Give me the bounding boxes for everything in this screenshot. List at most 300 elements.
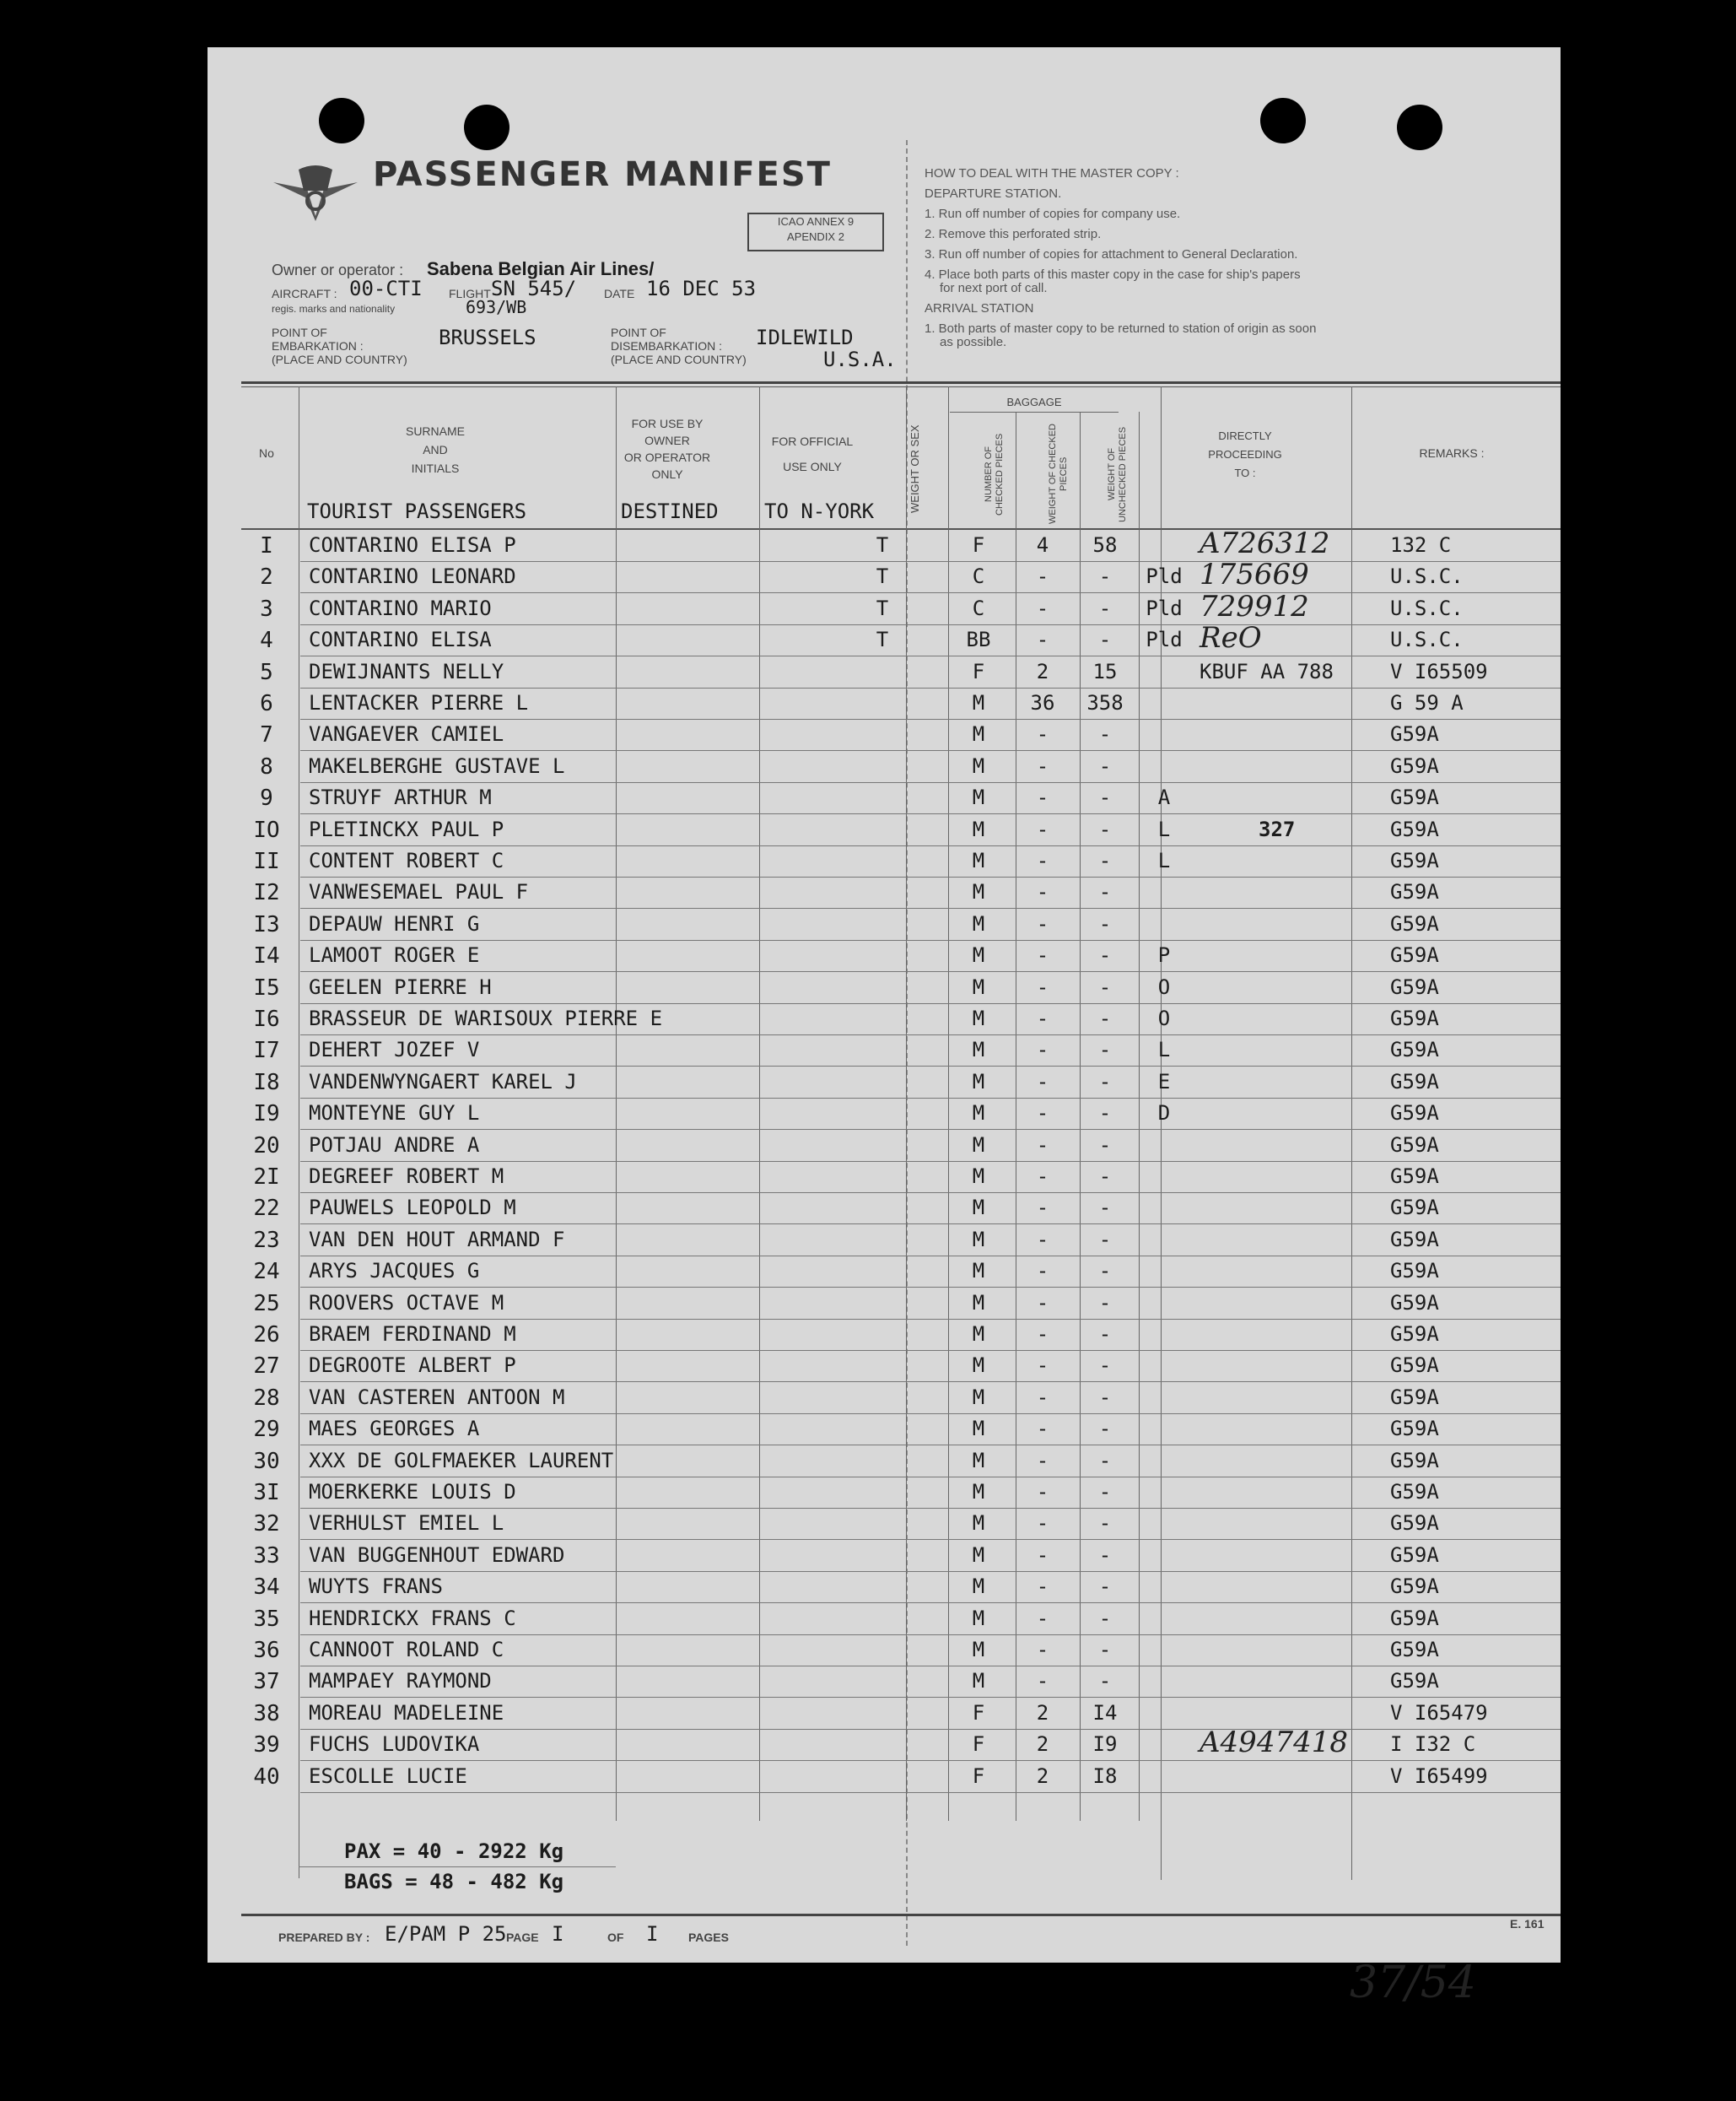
cell-proceeding: 327: [1259, 817, 1296, 841]
cell-name: FUCHS LUDOVIKA: [309, 1732, 480, 1757]
cell-pieces: -: [1036, 975, 1049, 999]
instructions-step: for next port of call.: [940, 281, 1048, 295]
cell-remarks: G59A: [1390, 1038, 1439, 1062]
of-label: OF: [607, 1931, 624, 1944]
date-value: 16 DEC 53: [646, 277, 757, 300]
cell-remarks: G59A: [1390, 1417, 1439, 1441]
cell-sex: M: [972, 1480, 985, 1504]
cell-weight: -: [1098, 1417, 1112, 1441]
cell-remarks: G59A: [1390, 753, 1439, 778]
col-owner-line: OR OPERATOR: [623, 451, 711, 464]
cell-sex: M: [972, 975, 985, 999]
cell-name: DEWIJNANTS NELLY: [309, 659, 504, 683]
col-num-checked: NUMBER OF CHECKED PIECES: [984, 433, 1005, 516]
cell-pieces: 2: [1036, 659, 1049, 683]
instructions-departure: DEPARTURE STATION.: [925, 186, 1062, 201]
cell-sex: M: [972, 786, 985, 810]
instructions-title: HOW TO DEAL WITH THE MASTER COPY :: [925, 166, 1179, 181]
cell-name: CONTARINO ELISA P: [309, 533, 516, 557]
col-weight-unchecked: WEIGHT OF UNCHECKED PIECES: [1107, 426, 1128, 522]
cell-pieces: 2: [1036, 1700, 1049, 1725]
cell-sex: M: [972, 880, 985, 905]
cell-official: T: [876, 533, 889, 557]
table-row: [260, 688, 1561, 720]
registration-note: regis. marks and nationality: [272, 303, 396, 315]
section-heading-2: DESTINED: [621, 500, 719, 523]
cell-remarks: U.S.C.: [1390, 596, 1464, 620]
cell-pieces: -: [1036, 1038, 1049, 1062]
cell-no: I3: [253, 911, 280, 937]
cell-weight: -: [1098, 1322, 1112, 1346]
cell-sex: M: [972, 1353, 985, 1378]
cell-proceeding: A726312: [1200, 527, 1330, 560]
cell-remarks: G59A: [1390, 911, 1439, 936]
col-official-use: [764, 429, 860, 479]
cell-remarks: G59A: [1390, 1164, 1439, 1188]
cell-sex: F: [972, 659, 985, 683]
col-owner-line: ONLY: [651, 467, 683, 481]
table-row: [253, 1445, 1561, 1477]
col-proceeding-line: DIRECTLY: [1218, 429, 1272, 442]
cell-sex: M: [972, 1638, 985, 1661]
cell-pieces: -: [1036, 596, 1049, 620]
cell-no: 7: [260, 722, 273, 748]
cell-no: 6: [260, 691, 273, 716]
col-baggage: BAGGAGE: [1006, 396, 1062, 408]
table-row: [253, 1382, 1561, 1414]
cell-name: XXX DE GOLFMAEKER LAURENT: [309, 1448, 614, 1472]
cell-name: GEELEN PIERRE H: [309, 975, 492, 999]
cell-pieces: -: [1036, 1606, 1049, 1630]
col-surname: [300, 422, 570, 478]
table-row: [260, 719, 1561, 751]
cell-weight: -: [1098, 1669, 1112, 1693]
cell-remarks: G59A: [1390, 1480, 1439, 1504]
cell-no: 2I: [253, 1164, 280, 1190]
cell-name: LAMOOT ROGER E: [309, 943, 480, 968]
cell-remarks: G59A: [1390, 1385, 1439, 1409]
cell-no: 23: [253, 1227, 280, 1253]
cell-pieces: 4: [1036, 533, 1049, 557]
cell-sex: C: [972, 596, 985, 620]
cell-weight: -: [1098, 1385, 1112, 1409]
table-row: [253, 972, 1561, 1004]
table-row: [253, 1726, 1561, 1761]
cell-remarks: G59A: [1390, 1353, 1439, 1378]
cell-remarks: G59A: [1390, 943, 1439, 968]
cell-pieces: -: [1036, 1448, 1049, 1472]
cell-weight: -: [1098, 911, 1112, 936]
table-top-rule: [241, 381, 1561, 384]
cell-name: MOREAU MADELEINE: [309, 1700, 504, 1725]
cell-pieces: -: [1036, 1385, 1049, 1409]
cell-no: 29: [253, 1417, 280, 1443]
cell-remarks: G59A: [1390, 1638, 1439, 1661]
cell-weight: -: [1098, 1259, 1112, 1283]
cell-official: T: [876, 596, 889, 620]
col-official-line: FOR OFFICIAL: [771, 435, 854, 448]
cell-sex: M: [972, 1290, 985, 1315]
cell-remarks: I I32 C: [1390, 1732, 1476, 1757]
cell-no: 25: [253, 1290, 280, 1316]
cell-pieces: -: [1036, 817, 1049, 841]
cell-pieces: -: [1036, 1480, 1049, 1504]
cell-no: 24: [253, 1259, 280, 1285]
cell-remarks: G59A: [1390, 1322, 1439, 1346]
cell-sex: M: [972, 1007, 985, 1030]
cell-no: 33: [253, 1542, 280, 1569]
cell-weight: -: [1098, 849, 1112, 872]
table-row: [253, 845, 1561, 878]
table-row: [253, 1508, 1561, 1540]
table-row: [253, 1224, 1561, 1256]
cell-sex: M: [972, 1164, 985, 1188]
cell-pieces: -: [1036, 1322, 1049, 1346]
table-row: [253, 877, 1561, 909]
instructions-step: 1. Both parts of master copy to be returned to station of origin as soon: [925, 321, 1317, 336]
cell-official: T: [876, 564, 889, 589]
cell-pieces: -: [1036, 564, 1049, 589]
cell-sex: C: [972, 564, 985, 589]
cell-pieces: -: [1036, 1353, 1049, 1378]
cell-pieces: -: [1036, 753, 1049, 778]
col-proceeding-line: PROCEEDING: [1208, 448, 1282, 461]
cell-remarks: G59A: [1390, 1101, 1439, 1126]
cell-name: MAES GEORGES A: [309, 1417, 480, 1441]
cell-remarks: G59A: [1390, 1227, 1439, 1251]
table-top-rule: [241, 386, 1561, 387]
instructions-step: 4. Place both parts of this master copy in the case for ship's papers: [925, 267, 1301, 282]
cell-no: 26: [253, 1322, 280, 1348]
table-row: [253, 1319, 1561, 1351]
cell-remarks: G 59 A: [1390, 691, 1464, 715]
cell-name: PLETINCKX PAUL P: [309, 817, 504, 841]
cell-unchecked: E: [1157, 1069, 1171, 1094]
cell-weight: 358: [1086, 691, 1124, 715]
cell-weight: I8: [1092, 1763, 1118, 1788]
cell-weight: -: [1098, 1542, 1112, 1567]
table-row: [260, 527, 1561, 562]
cell-no: 4: [260, 628, 273, 654]
cell-sex: M: [972, 1542, 985, 1567]
page-value: I: [552, 1922, 564, 1946]
cell-no: I: [260, 533, 273, 559]
cell-sex: M: [972, 1669, 985, 1693]
cell-remarks: G59A: [1390, 1574, 1439, 1599]
cell-name: MOERKERKE LOUIS D: [309, 1480, 516, 1504]
cell-name: MAMPAEY RAYMOND: [309, 1669, 492, 1693]
cell-sex: M: [972, 722, 985, 747]
punch-hole: [1260, 98, 1306, 143]
table-row: [253, 1034, 1561, 1067]
baggage-group-rule: [950, 412, 1119, 413]
cell-proceeding: KBUF AA 788: [1200, 659, 1334, 683]
embark-label-line: POINT OF: [272, 326, 327, 339]
col-owner-use: [619, 415, 715, 483]
table-bottom-rule: [241, 1914, 1561, 1916]
cell-unchecked: L: [1157, 817, 1171, 841]
disembark-country: U.S.A.: [823, 348, 897, 371]
disembark-value: IDLEWILD: [756, 326, 854, 349]
disembark-label: [611, 326, 747, 366]
cell-pieces: 36: [1030, 691, 1055, 715]
cell-remarks: V I65509: [1390, 659, 1488, 683]
table-row: [253, 1350, 1561, 1382]
col-proceeding: [1161, 427, 1329, 483]
cell-pieces: 2: [1036, 1763, 1049, 1788]
cell-name: DEGREEF ROBERT M: [309, 1164, 504, 1188]
cell-unchecked: L: [1157, 1038, 1171, 1062]
table-row: [253, 1192, 1561, 1224]
cell-no: I2: [253, 880, 280, 906]
sabena-logo-icon: [273, 165, 358, 224]
aircraft-label: AIRCRAFT :: [272, 287, 337, 300]
cell-no: I7: [253, 1038, 280, 1064]
cell-pieces: -: [1036, 943, 1049, 968]
cell-pieces: -: [1036, 628, 1049, 652]
flight-subvalue: 693/WB: [466, 297, 527, 317]
cell-pieces: -: [1036, 1290, 1049, 1315]
cell-name: VAN DEN HOUT ARMAND F: [309, 1227, 565, 1251]
page-title: PASSENGER MANIFEST: [373, 155, 832, 194]
cell-weight: -: [1098, 1164, 1112, 1188]
cell-remarks: 132 C: [1390, 533, 1452, 557]
cell-pieces: -: [1036, 880, 1049, 905]
cell-remarks: G59A: [1390, 1511, 1439, 1536]
cell-no: 20: [253, 1132, 280, 1159]
col-proceeding-line: TO :: [1234, 467, 1256, 479]
cell-unchecked: L: [1157, 849, 1171, 872]
table-row: [253, 1161, 1561, 1193]
cell-pieces: 2: [1036, 1732, 1049, 1757]
cell-name: CANNOOT ROLAND C: [309, 1638, 504, 1661]
prepared-label: PREPARED BY :: [278, 1931, 370, 1944]
cell-remarks: G59A: [1390, 880, 1439, 905]
cell-name: PAUWELS LEOPOLD M: [309, 1196, 516, 1220]
cell-weight: -: [1098, 880, 1112, 905]
cell-proceeding: A4947418: [1200, 1726, 1348, 1760]
cell-pieces: -: [1036, 1417, 1049, 1441]
cell-name: CONTARINO MARIO: [309, 596, 492, 620]
col-remarks: REMARKS :: [1419, 446, 1485, 460]
table-row: [253, 1098, 1561, 1130]
cell-no: I5: [253, 975, 280, 1001]
cell-no: 2: [260, 564, 273, 591]
cell-pieces: -: [1036, 722, 1049, 747]
cell-sex: M: [972, 1132, 985, 1157]
cell-proceeding: ReO: [1200, 621, 1262, 656]
cell-remarks: G59A: [1390, 1007, 1439, 1030]
cell-remarks: G59A: [1390, 722, 1439, 747]
punch-hole: [1397, 105, 1442, 150]
cell-weight: 58: [1092, 533, 1118, 557]
cell-remarks: V I65479: [1390, 1700, 1488, 1725]
disembark-label-line: DISEMBARKATION :: [611, 339, 722, 353]
cell-remarks: G59A: [1390, 1069, 1439, 1094]
cell-weight: -: [1098, 1638, 1112, 1661]
cell-sex: M: [972, 817, 985, 841]
cell-name: CONTARINO LEONARD: [309, 564, 516, 589]
cell-sex: M: [972, 1259, 985, 1283]
prepared-value: E/PAM P 25: [385, 1922, 507, 1946]
col-owner-line: OWNER: [644, 434, 690, 447]
cell-pieces: -: [1036, 1259, 1049, 1283]
cell-remarks: U.S.C.: [1390, 628, 1464, 652]
embark-value: BRUSSELS: [439, 326, 536, 349]
cell-name: DEPAUW HENRI G: [309, 911, 480, 936]
table-row: [253, 814, 1561, 846]
cell-weight: -: [1098, 1227, 1112, 1251]
cell-weight: -: [1098, 1448, 1112, 1472]
cell-weight: -: [1098, 1290, 1112, 1315]
cell-unchecked: O: [1157, 1007, 1171, 1030]
cell-no: 32: [253, 1511, 280, 1537]
cell-weight: -: [1098, 1132, 1112, 1157]
owner-value: Sabena Belgian Air Lines/: [427, 258, 655, 279]
instructions-step: 3. Run off number of copies for attachment to General Declaration.: [925, 247, 1298, 262]
cell-sex: M: [972, 691, 985, 715]
cell-remarks: G59A: [1390, 1669, 1439, 1693]
cell-pieces: -: [1036, 1669, 1049, 1693]
cell-name: CONTARINO ELISA: [309, 628, 492, 652]
col-official-line: USE ONLY: [783, 460, 842, 473]
cell-remarks: G59A: [1390, 1196, 1439, 1220]
totals-bags: BAGS = 48 - 482 Kg: [344, 1870, 564, 1893]
cell-pieces: -: [1036, 1574, 1049, 1599]
cell-remarks: G59A: [1390, 786, 1439, 810]
cell-no: 9: [260, 786, 273, 812]
table-row: [253, 1540, 1561, 1572]
cell-name: BRASSEUR DE WARISOUX PIERRE E: [309, 1007, 663, 1030]
cell-no: 34: [253, 1574, 280, 1601]
cell-no: 28: [253, 1385, 280, 1411]
table-row: [253, 1130, 1561, 1162]
cell-name: VERHULST EMIEL L: [309, 1511, 504, 1536]
cell-sex: F: [972, 1763, 985, 1788]
icao-box: [747, 213, 884, 251]
cell-sex: M: [972, 1511, 985, 1536]
table-row: [253, 1477, 1561, 1509]
date-label: DATE: [604, 287, 635, 300]
cell-weight: -: [1098, 1101, 1112, 1126]
cell-no: 27: [253, 1353, 280, 1380]
cell-remarks: G59A: [1390, 1259, 1439, 1283]
cell-sex: M: [972, 1606, 985, 1630]
cell-no: 30: [253, 1448, 280, 1474]
col-weight-checked: WEIGHT OF CHECKED PIECES: [1048, 424, 1069, 525]
table-row: [253, 1003, 1561, 1035]
cell-unchecked: Pld: [1146, 564, 1183, 589]
table-row: [260, 558, 1561, 593]
cell-name: CONTENT ROBERT C: [309, 849, 504, 872]
cell-sex: F: [972, 533, 985, 557]
cell-name: ROOVERS OCTAVE M: [309, 1290, 504, 1315]
cell-name: DEGROOTE ALBERT P: [309, 1353, 516, 1378]
cell-weight: -: [1098, 1511, 1112, 1536]
cell-weight: -: [1098, 786, 1112, 810]
cell-sex: M: [972, 1196, 985, 1220]
owner-label: Owner or operator :: [272, 262, 404, 278]
cell-pieces: -: [1036, 849, 1049, 872]
cell-sex: M: [972, 1448, 985, 1472]
punch-hole: [319, 98, 364, 143]
cell-name: VAN BUGGENHOUT EDWARD: [309, 1542, 565, 1567]
table-row: [253, 940, 1561, 972]
aircraft-value: 00-CTI: [349, 277, 423, 300]
of-value: I: [646, 1922, 659, 1946]
table-row: [253, 1761, 1561, 1793]
cell-unchecked: O: [1157, 975, 1171, 999]
cell-sex: M: [972, 1227, 985, 1251]
cell-name: HENDRICKX FRANS C: [309, 1606, 516, 1630]
cell-pieces: -: [1036, 1638, 1049, 1661]
cell-remarks: G59A: [1390, 1542, 1439, 1567]
table-row: [253, 909, 1561, 941]
cell-weight: -: [1098, 1196, 1112, 1220]
cell-no: IO: [253, 817, 280, 843]
cell-weight: -: [1098, 1606, 1112, 1630]
cell-name: VANDENWYNGAERT KAREL J: [309, 1069, 577, 1094]
cell-no: I4: [253, 943, 280, 969]
cell-weight: -: [1098, 753, 1112, 778]
embark-label: [272, 326, 407, 366]
cell-remarks: G59A: [1390, 975, 1439, 999]
cell-name: VAN CASTEREN ANTOON M: [309, 1385, 565, 1409]
cell-remarks: G59A: [1390, 1290, 1439, 1315]
instructions-step: 2. Remove this perforated strip.: [925, 227, 1102, 241]
table-row: [253, 1698, 1561, 1730]
cell-sex: M: [972, 849, 985, 872]
table-row: [253, 1603, 1561, 1635]
cell-pieces: -: [1036, 1101, 1049, 1126]
cell-weight: -: [1098, 722, 1112, 747]
col-owner-line: FOR USE BY: [631, 417, 704, 430]
col-weight-sex: WEIGHT OR SEX: [908, 424, 921, 514]
cell-weight: -: [1098, 1038, 1112, 1062]
cell-sex: M: [972, 1574, 985, 1599]
totals-rule: [299, 1866, 616, 1867]
cell-weight: -: [1098, 628, 1112, 652]
cell-sex: M: [972, 1385, 985, 1409]
cell-name: STRUYF ARTHUR M: [309, 786, 492, 810]
pages-label: PAGES: [688, 1931, 729, 1944]
table-row: [253, 1288, 1561, 1320]
form-code: E. 161: [1510, 1917, 1545, 1931]
cell-remarks: V I65499: [1390, 1763, 1488, 1788]
cell-name: VANGAEVER CAMIEL: [309, 722, 504, 747]
cell-weight: -: [1098, 817, 1112, 841]
table-row: [260, 621, 1561, 656]
section-heading-1: TOURIST PASSENGERS: [307, 500, 527, 523]
cell-remarks: G59A: [1390, 1132, 1439, 1157]
cell-name: WUYTS FRANS: [309, 1574, 443, 1599]
cell-no: 22: [253, 1196, 280, 1222]
cell-sex: M: [972, 943, 985, 968]
disembark-label-line: POINT OF: [611, 326, 666, 339]
table-row: [253, 1413, 1561, 1445]
cell-no: 3I: [253, 1480, 280, 1505]
page-label: PAGE: [506, 1931, 539, 1944]
cell-unchecked: A: [1157, 786, 1171, 810]
cell-pieces: -: [1036, 1069, 1049, 1094]
cell-sex: M: [972, 1038, 985, 1062]
cell-no: 36: [253, 1638, 280, 1663]
totals-pax: PAX = 40 - 2922 Kg: [344, 1839, 564, 1863]
cell-no: 38: [253, 1700, 280, 1726]
cell-weight: 15: [1092, 659, 1118, 683]
cell-sex: M: [972, 1069, 985, 1094]
embark-label-line: (PLACE AND COUNTRY): [272, 353, 407, 366]
